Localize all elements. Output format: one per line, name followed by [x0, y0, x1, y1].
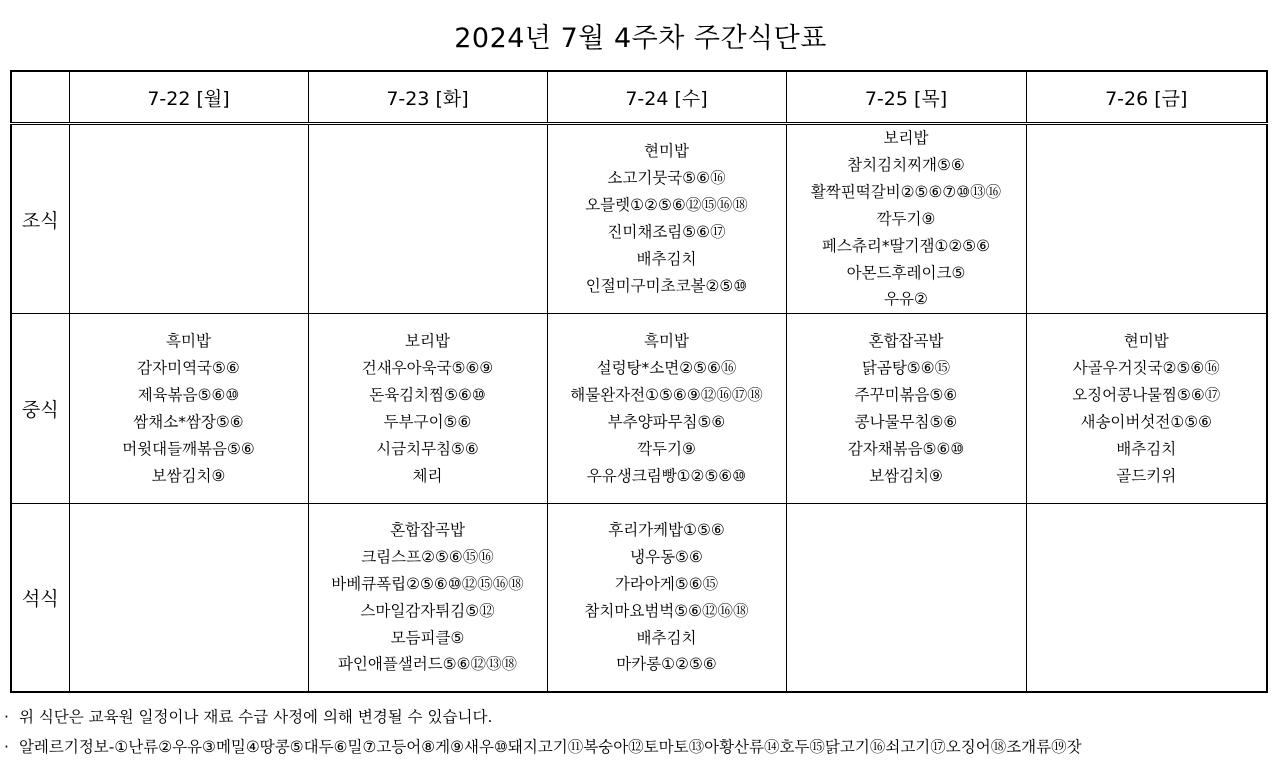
menu-item: 닭곰탕⑤⑥⑮ [861, 359, 951, 378]
menu-item: 바베큐폭립②⑤⑥⑩⑫⑮⑯⑱ [331, 574, 524, 593]
menu-item: 깍두기⑨ [876, 209, 936, 228]
meal-label: 조식 [11, 124, 69, 314]
note-text: 알레르기정보-①난류②우유③메밀④땅콩⑤대두⑥밀⑦고등어⑧게⑨새우⑩돼지고기⑪복숭아⑫토마토⑬아황산류⑭호두⑮닭고기⑯쇠고기⑰오징어⑱조개류⑲잣 [18, 738, 1082, 756]
note-text: 위 식단은 교육원 일정이나 재료 수급 사정에 의해 변경될 수 있습니다. [18, 708, 493, 726]
menu-item: 후리가케밥①⑤⑥ [608, 520, 725, 539]
day-header: 7-24 [수] [547, 71, 786, 124]
menu-item: 보리밥 [405, 332, 450, 351]
menu-item: 오징어콩나물찜⑤⑥⑰ [1072, 385, 1221, 404]
menu-item: 머윗대들깨볶음⑤⑥ [122, 439, 255, 458]
menu-item: 콩나물무침⑤⑥ [854, 412, 958, 431]
meal-row-breakfast [11, 124, 1267, 314]
menu-item: 참치김치찌개⑤⑥ [847, 155, 965, 174]
note-allergy-info [4, 732, 1082, 762]
menu-cell [1026, 314, 1267, 504]
menu-item: 감자채볶음⑤⑥⑩ [847, 439, 965, 458]
meal-label: 중식 [11, 314, 69, 504]
menu-item: 보리밥 [883, 129, 929, 147]
menu-item: 마카롱①②⑤⑥ [616, 655, 717, 674]
meal-row-lunch [11, 314, 1267, 504]
menu-item: 흑미밥 [644, 332, 689, 351]
menu-item: 진미채조림⑤⑥⑰ [607, 223, 726, 242]
menu-item: 흑미밥 [166, 332, 211, 351]
menu-item: 해물완자전①⑤⑥⑨⑫⑯⑰⑱ [570, 385, 763, 404]
page-title: 2024년 7월 4주차 주간식단표 [454, 23, 827, 54]
day-header: 7-23 [화] [308, 71, 547, 124]
menu-item: 시금치무침⑤⑥ [376, 439, 479, 458]
menu-item: 소고기뭇국⑤⑥⑯ [607, 169, 726, 188]
menu-item: 냉우동⑤⑥ [630, 547, 703, 566]
menu-cell [69, 504, 308, 692]
menu-item: 혼합잡곡밥 [868, 332, 944, 351]
menu-item: 참치마요범벅⑤⑥⑫⑯⑱ [584, 601, 749, 620]
menu-cell [547, 124, 786, 314]
menu-item: 부추양파무침⑤⑥ [607, 412, 726, 431]
menu-item: 설렁탕*소면②⑤⑥⑯ [596, 359, 737, 378]
note-menu-change [4, 702, 1082, 732]
menu-cell [69, 124, 308, 314]
menu-item: 보쌈김치⑨ [869, 466, 943, 485]
menu-cell [786, 124, 1026, 314]
menu-cell [69, 314, 308, 504]
menu-item: 오믈렛①②⑤⑥⑫⑮⑯⑱ [585, 196, 748, 215]
menu-item: 배추김치 [1116, 439, 1177, 458]
menu-item: 깍두기⑨ [637, 439, 696, 458]
menu-item: 우유생크림빵①②⑤⑥⑩ [586, 466, 747, 485]
menu-cell [547, 504, 786, 692]
table-header-row [11, 71, 1267, 124]
menu-item: 배추김치 [636, 628, 697, 647]
day-header: 7-22 [월] [69, 71, 308, 124]
footnotes [4, 702, 1082, 762]
header-corner-cell [11, 71, 69, 124]
menu-cell [547, 314, 786, 504]
menu-item: 돈육김치찜⑤⑥⑩ [369, 385, 486, 404]
menu-item: 우유② [884, 290, 928, 309]
menu-cell [786, 314, 1026, 504]
menu-item: 쌈채소*쌈장⑤⑥ [133, 412, 244, 431]
menu-cell [308, 504, 547, 692]
meal-row-dinner [11, 504, 1267, 692]
meal-label: 석식 [11, 504, 69, 692]
menu-cell [1026, 124, 1267, 314]
menu-cell [308, 124, 547, 314]
menu-item: 현미밥 [644, 142, 689, 161]
menu-item: 스마일감자튀김⑤⑫ [360, 601, 495, 620]
menu-item: 배추김치 [636, 250, 697, 269]
menu-item: 체리 [412, 466, 443, 485]
day-header: 7-26 [금] [1026, 71, 1267, 124]
menu-item: 혼합잡곡밥 [390, 520, 465, 539]
weekly-menu-table [10, 70, 1268, 693]
menu-cell [786, 504, 1026, 692]
menu-item: 크림스프②⑤⑥⑮⑯ [361, 547, 494, 566]
day-header: 7-25 [목] [786, 71, 1026, 124]
menu-item: 모듬피클⑤ [390, 628, 465, 647]
menu-cell [308, 314, 547, 504]
menu-item: 활짝핀떡갈비②⑤⑥⑦⑩⑬⑯ [810, 182, 1002, 201]
bullet: · [4, 708, 9, 726]
menu-item: 파인애플샐러드⑤⑥⑫⑬⑱ [337, 655, 518, 674]
menu-item: 보쌈김치⑨ [151, 466, 226, 485]
bullet: · [4, 738, 9, 756]
menu-cell [1026, 504, 1267, 692]
menu-item: 주꾸미볶음⑤⑥ [854, 385, 958, 404]
menu-item: 가라아게⑤⑥⑮ [614, 574, 719, 593]
menu-item: 제육볶음⑤⑥⑩ [137, 385, 240, 404]
menu-item: 페스츄리*딸기잼①②⑤⑥ [821, 236, 991, 255]
menu-item: 새송이버섯전①⑤⑥ [1080, 412, 1213, 431]
menu-item: 감자미역국⑤⑥ [137, 359, 240, 378]
menu-item: 건새우아욱국⑤⑥⑨ [361, 359, 494, 378]
menu-item: 사골우거짓국②⑤⑥⑯ [1072, 359, 1220, 378]
menu-item: 아몬드후레이크⑤ [846, 263, 966, 282]
menu-item: 두부구이⑤⑥ [383, 412, 472, 431]
menu-item: 현미밥 [1123, 332, 1169, 351]
menu-item: 골드키위 [1116, 466, 1177, 485]
menu-item: 인절미구미초코볼②⑤⑩ [585, 276, 748, 295]
